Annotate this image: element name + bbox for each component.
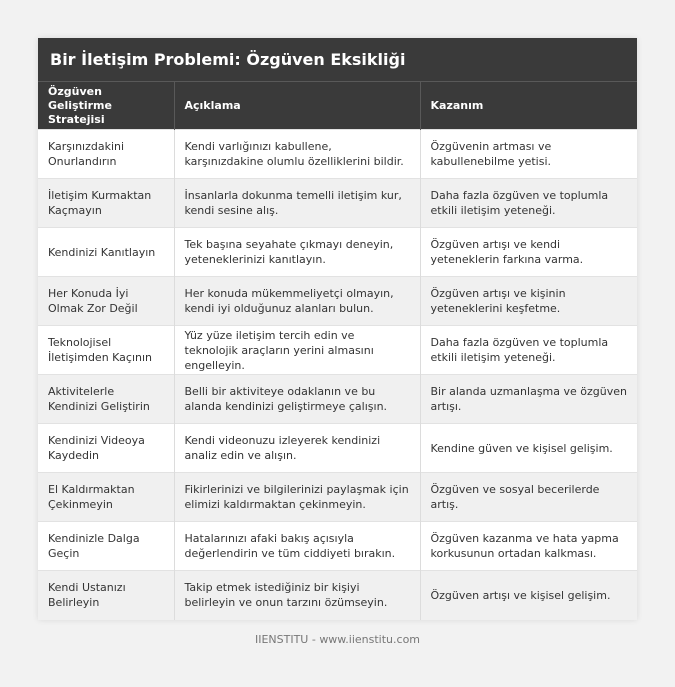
description-cell: Her konuda mükemmeliyetçi olmayın, kendi iyi olduğunuz alanları bulun. [174, 277, 420, 326]
description-cell: İnsanlarla dokunma temelli iletişim kur, kendi sesine alış. [174, 179, 420, 228]
strategy-cell: Kendinizle Dalga Geçin [38, 522, 174, 571]
description-cell: Belli bir aktiviteye odaklanın ve bu alanda kendinizi geliştirmeye çalışın. [174, 375, 420, 424]
gain-cell: Bir alanda uzmanlaşma ve özgüven artışı. [420, 375, 637, 424]
table-row [38, 522, 637, 571]
header-strategy: Özgüven Geliştirme Stratejisi [38, 82, 174, 130]
table-row [38, 179, 637, 228]
table-row [38, 375, 637, 424]
gain-cell: Kendine güven ve kişisel gelişim. [420, 424, 637, 473]
table-row [38, 277, 637, 326]
description-cell: Takip etmek istediğiniz bir kişiyi belirleyin ve onun tarzını özümseyin. [174, 571, 420, 620]
table-row [38, 424, 637, 473]
table-row [38, 228, 637, 277]
table-row [38, 473, 637, 522]
table-row [38, 130, 637, 179]
description-cell: Tek başına seyahate çıkmayı deneyin, yeteneklerinizi kanıtlayın. [174, 228, 420, 277]
description-cell: Kendi videonuzu izleyerek kendinizi analiz edin ve alışın. [174, 424, 420, 473]
table-title: Bir İletişim Problemi: Özgüven Eksikliği [38, 38, 637, 81]
header-row [38, 82, 637, 130]
strategy-cell: Kendinizi Videoya Kaydedin [38, 424, 174, 473]
gain-cell: Özgüvenin artması ve kabullenebilme yetisi. [420, 130, 637, 179]
footer-credit: IIENSTITU - www.iienstitu.com [254, 633, 421, 646]
strategy-cell: Teknolojisel İletişimden Kaçının [38, 326, 174, 375]
description-cell: Fikirlerinizi ve bilgilerinizi paylaşmak için elimizi kaldırmaktan çekinmeyin. [174, 473, 420, 522]
gain-cell: Özgüven artışı ve kişinin yeteneklerini keşfetme. [420, 277, 637, 326]
gain-cell: Özgüven artışı ve kişisel gelişim. [420, 571, 637, 620]
strategy-table [38, 81, 637, 620]
strategy-cell: İletişim Kurmaktan Kaçmayın [38, 179, 174, 228]
strategy-cell: Kendinizi Kanıtlayın [38, 228, 174, 277]
header-gain: Kazanım [420, 82, 637, 130]
gain-cell: Özgüven kazanma ve hata yapma korkusunun ortadan kalkması. [420, 522, 637, 571]
gain-cell: Özgüven artışı ve kendi yeteneklerin farkına varma. [420, 228, 637, 277]
description-cell: Hatalarınızı afaki bakış açısıyla değerlendirin ve tüm ciddiyeti bırakın. [174, 522, 420, 571]
gain-cell: Daha fazla özgüven ve toplumla etkili iletişim yeteneği. [420, 326, 637, 375]
strategy-cell: Kendi Ustanızı Belirleyin [38, 571, 174, 620]
table-row [38, 571, 637, 620]
strategy-cell: Her Konuda İyi Olmak Zor Değil [38, 277, 174, 326]
header-description: Açıklama [174, 82, 420, 130]
description-cell: Yüz yüze iletişim tercih edin ve teknolojik araçların yerini almasını engelleyin. [174, 326, 420, 375]
description-cell: Kendi varlığınızı kabullene, karşınızdakine olumlu özelliklerini bildir. [174, 130, 420, 179]
strategy-cell: Aktivitelerle Kendinizi Geliştirin [38, 375, 174, 424]
table-row [38, 326, 637, 375]
gain-cell: Özgüven ve sosyal becerilerde artış. [420, 473, 637, 522]
strategy-cell: El Kaldırmaktan Çekinmeyin [38, 473, 174, 522]
strategy-cell: Karşınızdakini Onurlandırın [38, 130, 174, 179]
table-card [38, 38, 637, 620]
gain-cell: Daha fazla özgüven ve toplumla etkili iletişim yeteneği. [420, 179, 637, 228]
